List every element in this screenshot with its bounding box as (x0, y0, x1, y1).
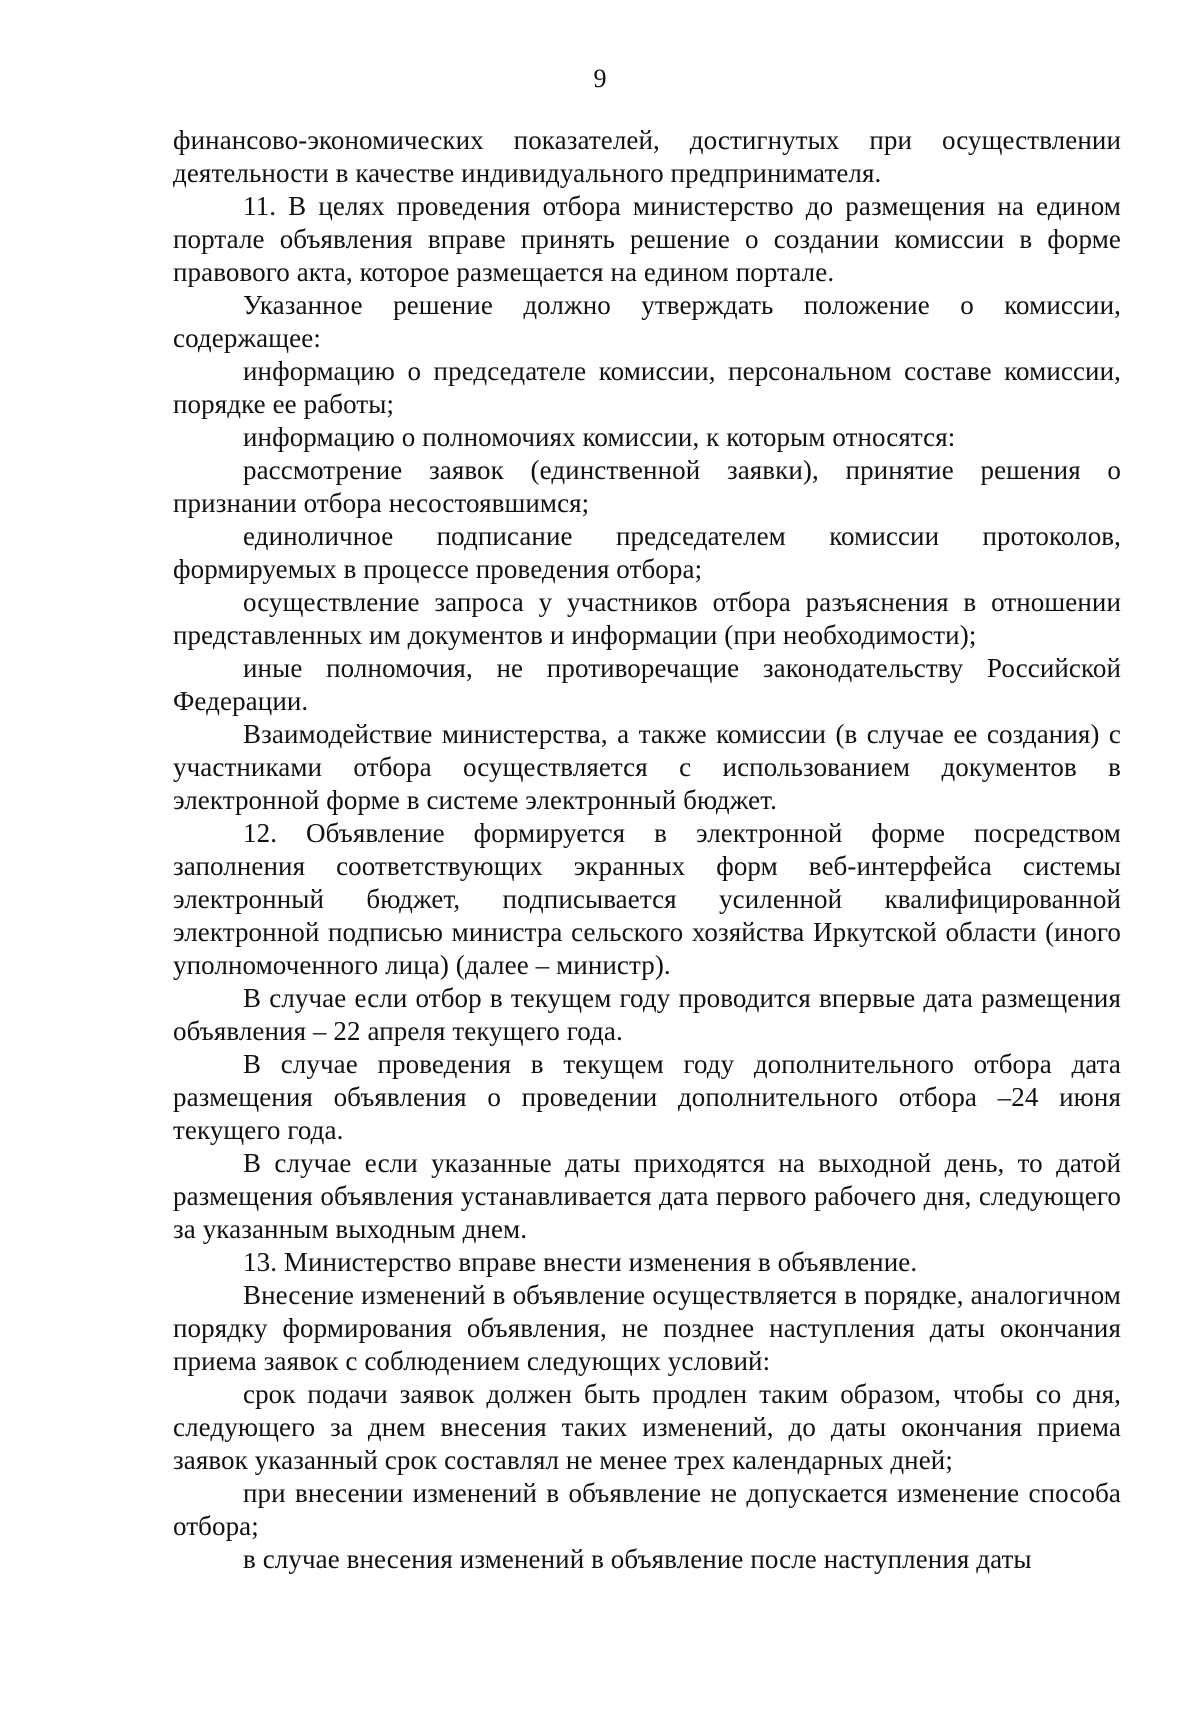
paragraph-first-selection-date: В случае если отбор в текущем году проводится впервые дата размещения объявления – 22 апреля текущего года. (173, 983, 1121, 1046)
paragraph-chairman-info: информацию о председателе комиссии, персональном составе комиссии, порядке ее работы; (173, 356, 1121, 419)
paragraph-powers-info: информацию о полномочиях комиссии, к которым относятся: (243, 422, 956, 452)
paragraph-clarification-request: осуществление запроса у участников отбора разъяснения в отношении представленных им документов и информации (при необходимости); (173, 587, 1121, 650)
paragraph-item-12: 12. Объявление формируется в электронной форме посредством заполнения соответствующих экранных форм веб-интерфейса системы электронный бюджет, подписывается усиленной квалифицированной электронной подписью министра сельского хозяйства Иркутской области (иного уполномоченного лица) (далее – министр). (173, 818, 1121, 980)
paragraph-commission-decision: Указанное решение должно утверждать положение о комиссии, содержащее: (173, 290, 1121, 353)
paragraph-weekend-rule: В случае если указанные даты приходятся на выходной день, то датой размещения объявления устанавливается дата первого рабочего дня, следующего за указанным выходным днем. (173, 1148, 1121, 1244)
paragraph-amendment-after-date: в случае внесения изменений в объявление после наступления даты (243, 1544, 1032, 1574)
paragraph-additional-selection-date: В случае проведения в текущем году дополнительного отбора дата размещения объявления о проведении дополнительного отбора –24 июня текущего года. (173, 1049, 1121, 1145)
paragraph-deadline-extension: срок подачи заявок должен быть продлен таким образом, чтобы со дня, следующего за днем внесения таких изменений, до даты окончания приема заявок указанный срок составлял не менее трех календарных дней; (173, 1379, 1121, 1475)
paragraph-protocol-signing: единоличное подписание председателем комиссии протоколов, формируемых в процессе проведения отбора; (173, 521, 1121, 584)
paragraph-method-unchanged: при внесении изменений в объявление не допускается изменение способа отбора; (173, 1478, 1121, 1541)
document-body (173, 124, 1121, 1576)
paragraph-interaction: Взаимодействие министерства, а также комиссии (в случае ее создания) с участниками отбора осуществляется с использованием документов в электронной форме в системе электронный бюджет. (173, 719, 1121, 815)
page-number: 9 (593, 64, 607, 93)
paragraph-review-applications: рассмотрение заявок (единственной заявки), принятие решения о признании отбора несостоявшимся; (173, 455, 1121, 518)
paragraph-amendment-procedure: Внесение изменений в объявление осуществляется в порядке, аналогичном порядку формирования объявления, не позднее наступления даты окончания приема заявок с соблюдением следующих условий: (173, 1280, 1121, 1376)
paragraph-other-powers: иные полномочия, не противоречащие законодательству Российской Федерации. (173, 653, 1121, 716)
paragraph-item-11: 11. В целях проведения отбора министерство до размещения на едином портале объявления вправе принять решение о создании комиссии в форме правового акта, которое размещается на едином портале. (173, 191, 1121, 287)
paragraph-continuation: финансово-экономических показателей, достигнутых при осуществлении деятельности в качестве индивидуального предпринимателя. (173, 125, 1121, 188)
paragraph-item-13: 13. Министерство вправе внести изменения в объявление. (243, 1247, 918, 1277)
